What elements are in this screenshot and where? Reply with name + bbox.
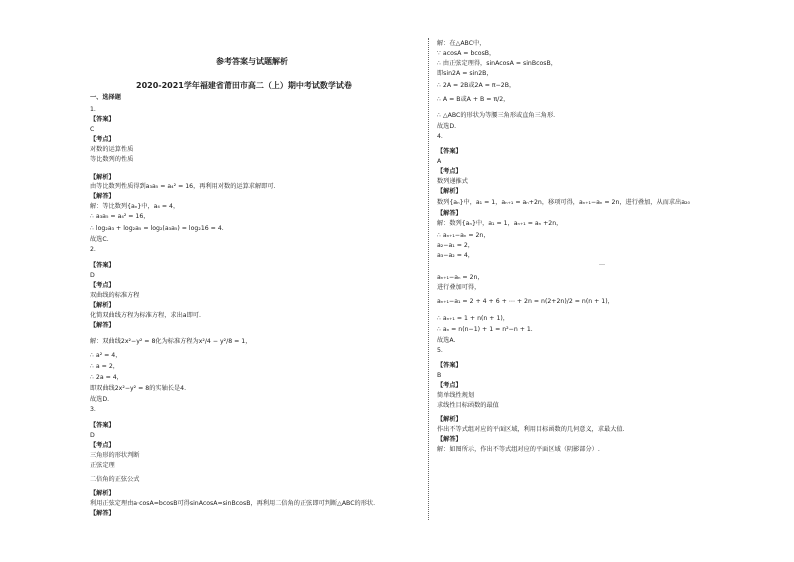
kaodian-item: 对数的运算性质 [90, 146, 134, 153]
kaodian-item: 双曲线的标准方程 [90, 292, 140, 299]
answer-label: 【答案】 [90, 116, 115, 123]
answer-value: D [90, 432, 95, 439]
solution-line: 即sin2A = sin2B， [437, 70, 493, 77]
question-number: 2. [90, 246, 96, 253]
question-number: 5. [437, 347, 443, 354]
solution-line: 进行叠加可得， [437, 284, 481, 291]
solution-line: 故选D. [437, 123, 457, 130]
jiexi-text: 化简双曲线方程为标准方程，求出a即可. [90, 312, 201, 319]
solution-line: 故选A. [437, 337, 456, 344]
solution-line: ∴ A = B或A + B = π/2， [437, 96, 510, 103]
answer-label: 【答案】 [437, 362, 462, 369]
solution-line: ∴ △ABC的形状为等腰三角形或直角三角形. [437, 112, 556, 119]
solution-line: aₙ₊₁−a₁ = 2 + 4 + 6 + ⋯ + 2n = n(2+2n)/2 = n(n + 1)， [437, 298, 614, 305]
kaodian-item: 正弦定理 [90, 462, 115, 469]
answer-value: D [90, 272, 95, 279]
kaodian-item: 简单线性规划 [437, 392, 475, 399]
column-divider [428, 38, 430, 520]
solution-line: ∴ log₂a₃ + log₂a₅ = log₂(a₃a₅) = log₂16 = 4. [90, 225, 224, 232]
jiexi-label: 【解析】 [437, 188, 462, 195]
exam-title: 2020-2021学年福建省莆田市高二（上）期中考试数学试卷 [136, 81, 352, 90]
question-number: 4. [437, 133, 443, 140]
jieda-label: 【解答】 [90, 322, 115, 329]
question-number: 3. [90, 406, 96, 413]
solution-line: ∵ acosA = bcosB， [437, 50, 496, 57]
jieda-label: 【解答】 [90, 510, 115, 517]
kaodian-item: 等比数列的性质 [90, 156, 134, 163]
solution-line: 故选C. [90, 236, 109, 243]
jiexi-text: 由等比数列性质得到a₃a₅ = a₄² = 16，再利用对数的运算求解即可. [90, 183, 276, 190]
solution-line: ∴ a² = 4， [90, 352, 122, 359]
solution-line: ∴ aₙ₊₁ = 1 + n(n + 1)， [437, 315, 509, 322]
jieda-label: 【解答】 [90, 193, 115, 200]
jieda-label: 【解答】 [437, 436, 462, 443]
solution-line: 故选D. [90, 396, 110, 403]
kaodian-label: 【考点】 [90, 136, 115, 143]
answer-value: C [90, 126, 95, 133]
answer-value: B [437, 372, 442, 379]
jiexi-label: 【解析】 [90, 490, 115, 497]
solution-line: ∴ a₃a₅ = a₄² = 16， [90, 213, 150, 220]
jiexi-label: 【解析】 [437, 416, 462, 423]
solution-line: ∴ aₙ = n(n−1) + 1 = n²−n + 1. [437, 326, 533, 333]
jiexi-text: 作出不等式组对应的平面区域，利用目标函数的几何意义，求最大值. [437, 426, 625, 433]
kaodian-item: 二倍角的正弦公式 [90, 476, 140, 483]
kaodian-label: 【考点】 [437, 382, 462, 389]
solution-line: ∴ 2a = 4， [90, 374, 123, 381]
kaodian-label: 【考点】 [90, 442, 115, 449]
solution-line: 解：在△ABC中， [437, 40, 486, 47]
section-heading: 一、选择题 [90, 94, 121, 101]
solution-line: aₙ₊₁−aₙ = 2n， [437, 274, 484, 281]
solution-line: ∴ aₙ₊₁−aₙ = 2n， [437, 232, 490, 239]
solution-line: ∴ 2A = 2B或2A = π−2B， [437, 82, 516, 89]
jieda-label: 【解答】 [437, 210, 462, 217]
solution-line: a₂−a₁ = 2， [437, 242, 474, 249]
jiexi-label: 【解析】 [90, 174, 115, 181]
jiexi-text: 利用正弦定理由a⋅cosA=bcosB可得sinAcosA=sinBcosB，再利用二倍角的正弦即可判断△ABC的形状. [90, 500, 376, 507]
solution-line: ∴ a = 2， [90, 363, 119, 370]
kaodian-label: 【考点】 [90, 282, 115, 289]
page-title: 参考答案与试题解析 [216, 57, 288, 66]
jiexi-label: 【解析】 [90, 302, 115, 309]
solution-line: ∴ 由正弦定理得，sinAcosA = sinBcosB， [437, 60, 557, 67]
solution-line: 即双曲线2x²−y² = 8的实轴长是4. [90, 385, 187, 392]
solution-line: a₃−a₂ = 4， [437, 252, 474, 259]
answer-label: 【答案】 [90, 422, 115, 429]
answer-value: A [437, 158, 442, 165]
answer-label: 【答案】 [90, 262, 115, 269]
kaodian-item: 三角形的形状判断 [90, 452, 140, 459]
solution-line: 解：数列{aₙ}中，a₁ = 1，aₙ₊₁ = aₙ +2n， [437, 220, 563, 227]
kaodian-label: 【考点】 [437, 168, 462, 175]
solution-line: 解：如图所示，作出不等式组对应的平面区域（阴影部分）. [437, 446, 600, 453]
ellipsis: … [599, 260, 605, 267]
kaodian-item: 求线性目标函数的最值 [437, 402, 499, 409]
answer-label: 【答案】 [437, 148, 462, 155]
question-number: 1. [90, 106, 96, 113]
jiexi-text: 数列{aₙ}中，a₁ = 1，aₙ₊₁ = aₙ+2n，移项可得，aₙ₊₁−aₙ = 2n，进行叠加，从而求出a₂₀ [437, 199, 690, 206]
solution-line: 解：等比数列{aₙ}中，a₄ = 4， [90, 203, 180, 210]
kaodian-item: 数列递推式 [437, 178, 468, 185]
solution-line: 解：双曲线2x²−y² = 8化为标准方程为x²/4 − y²/8 = 1， [90, 338, 252, 345]
